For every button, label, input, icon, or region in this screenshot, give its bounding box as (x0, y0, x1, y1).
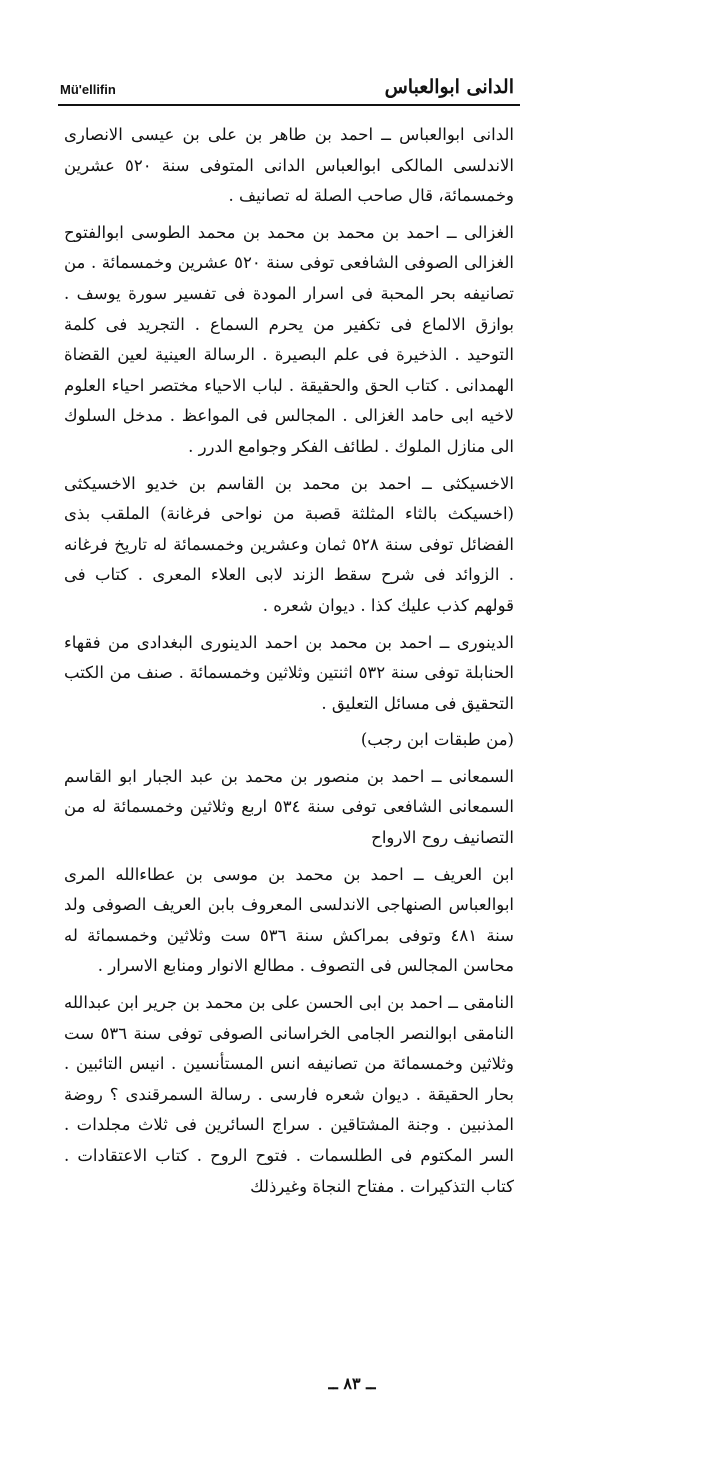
header-rule (58, 104, 520, 106)
page-number: ــ ٨٣ ــ (328, 1374, 376, 1393)
entry-ibn-arif: ابن العريف ــ احمد بن محمد بن موسى بن عطاءالله المرى ابوالعباس الصنهاجى الاندلسى المعروف بابن العريف الصوفى ولد سنة ٤٨١ وتوفى بمراكش سنة ٥٣٦ ست وثلاثين وخمسمائة له محاسن المجالس فى التصوف . مطالع الانوار ومنابع الاسرار . (64, 864, 514, 976)
entry-dinawari: الدينورى ــ احمد بن محمد بن احمد الدينورى البغدادى من فقهاء الحنابلة توفى سنة ٥٣٢ اثنتين وثلاثين وخمسمائة . صنف من الكتب التحقيق فى مسائل التعليق . (64, 632, 515, 713)
running-header-latin: Mü'ellifin (60, 82, 116, 97)
entry-akhsikathi: الاخسيكثى ــ احمد بن محمد بن القاسم بن خديو الاخسيكثى (اخسيكث بالثاء المثلثة قصبة من نواحى فرغانة) الملقب بذى الفضائل توفى سنة ٥٢٨ ثمان وعشرين وخمسمائة له تاريخ فرغانه . الزوائد فى شرح سقط الزند لابى العلاء المعرى . كتاب فى قولهم كذب عليك كذا . ديوان شعره . (64, 473, 514, 615)
page-body (64, 120, 514, 1208)
entry-dani: الدانى ابوالعباس ــ احمد بن طاهر بن على بن عيسى الانصارى الاندلسى المالكى ابوالعباس الدانى المتوفى سنة ٥٢٠ عشرين وخمسمائة، قال صاحب الصلة له تصانيف . (64, 125, 514, 206)
entry-ghazali: الغزالى ــ احمد بن محمد بن محمد بن محمد الطوسى ابوالفتوح الغزالى الصوفى الشافعى توفى سنة ٥٢٠ عشرين وخمسمائة . من تصانيفه بحر المحبة فى اسرار المودة فى تفسير سورة يوسف . بوازق الالماع فى تكفير من يحرم السماع . التجريد فى كلمة التوحيد . الذخيرة فى علم البصيرة . الرسالة العينية لعين القضاة الهمدانى . كتاب الحق والحقيقة . لباب الاحياء مختصر احياء العلوم لاخيه ابى حامد الغزالى . المجالس فى المواعظ . مدخل السلوك الى منازل الملوك . لطائف الفكر وجوامع الدرر . (64, 222, 514, 456)
running-header-arabic: الدانى ابوالعباس (384, 76, 514, 98)
entry-samani: السمعانى ــ احمد بن منصور بن محمد بن عبد الجبار ابو القاسم السمعانى الشافعى توفى سنة ٥٣٤ اربع وثلاثين وخمسمائة له من التصانيف روح الارواح (64, 766, 514, 848)
entry-namaqi: النامقى ــ احمد بن ابى الحسن على بن محمد بن جرير ابن عبدالله النامقى ابوالنصر الجامى الخراسانى الصوفى توفى سنة ٥٣٦ ست وثلاثين وخمسمائة من تصانيفه انس المستأنسين . انيس التائبين . بحار الحقيقة . ديوان شعره فارسى . رسالة السمرقندى ؟ روضة المذنبين . وجنة المشتاقين . سراج السائرين فى ثلاث مجلدات . السر المكتوم فى الطلسمات . فتوح الروح . كتاب الاعتقادات . كتاب التذكيرات . مفتاح النجاة وغيرذلك (64, 993, 514, 1196)
source-note: (من طبقات ابن رجب) (360, 730, 514, 750)
